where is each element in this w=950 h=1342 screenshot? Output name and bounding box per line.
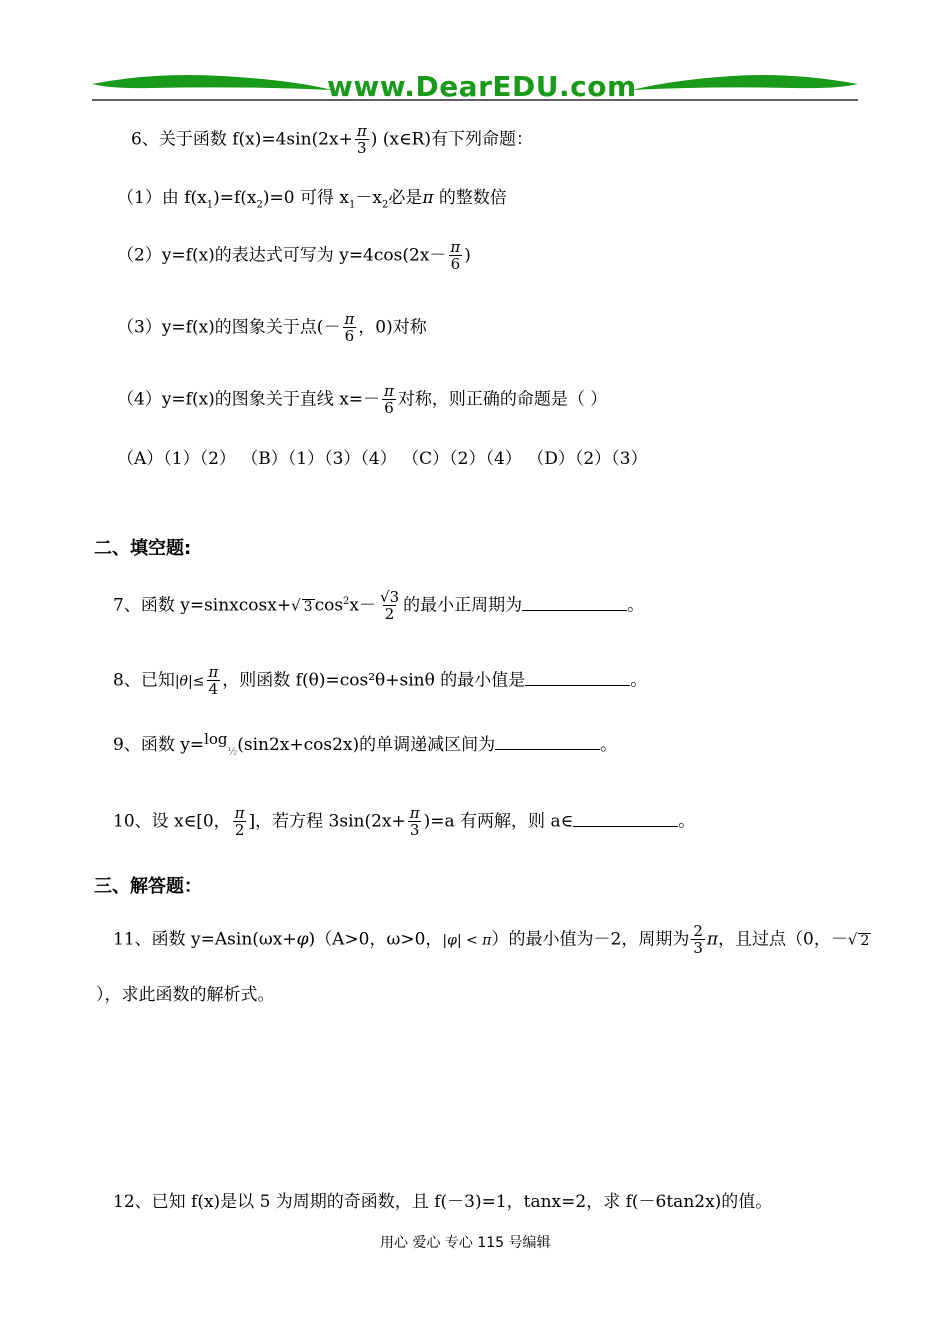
q9: 9、函数 $y=\log_{\frac{1}{2}}(\sin 2x+\cos 2x)$的单调递减区间为 。: [113, 730, 618, 758]
fraction: $\frac{\pi}{3}$: [409, 804, 420, 839]
q11: 11、函数 y=Asin(ωx+φ)（A>0，ω>0，|φ| < π）的最小值为－2，周期为 $\frac{2}{3}$ π，且过点（0，－√ 2: [113, 922, 870, 957]
q6-suffix: ) (x∈R)有下列命题：: [370, 129, 533, 150]
q7: 7、函数 y=sinxcosx+√ 3 $\cos^2x-$ $\frac{√3}{2}$ 的最小正周期为 。: [113, 588, 645, 623]
q6-proposition-4: （4）y=f(x)的图象关于直线 x=－ $\frac{\pi}{6}$ 对称，则正确的命题是（ ）: [117, 382, 608, 417]
answer-blank[interactable]: [525, 671, 630, 686]
q6-prefix: 6、关于函数 f(x)=4sin(2x+: [131, 129, 353, 150]
section-2-title: 二、填空题:: [94, 538, 192, 559]
q11-line2: ），求此函数的解析式。: [96, 985, 275, 1005]
fraction: $\frac{\pi}{6}$: [450, 238, 461, 273]
fraction: $\frac{√3}{2}$: [380, 588, 400, 623]
answer-blank[interactable]: [522, 596, 627, 611]
fraction: $\frac{2}{3}$: [693, 922, 703, 957]
fraction: $\frac{\pi}{6}$: [344, 310, 355, 345]
q6-title: [131, 124, 533, 156]
fraction: $\frac{\pi}{4}$: [208, 663, 219, 698]
q6-proposition-2: （2）y=f(x)的表达式可写为 y=4cos(2x－ $\frac{\pi}{6}$ ): [117, 238, 471, 273]
fraction: $\frac{\pi}{6}$: [384, 382, 394, 417]
answer-blank[interactable]: [573, 812, 678, 827]
header-banner: [92, 70, 858, 104]
q12: 12、已知 f(x)是以 5 为周期的奇函数，且 f(－3)=1，tanx=2，求 f(－6tan2x)的值。: [113, 1192, 773, 1212]
q10: 10、设 x∈[0， $\frac{\pi}{2}$ ]，若方程 3sin(2x+ $\frac{\pi}{3}$ )=a 有两解，则 a∈ 。: [113, 804, 696, 839]
sqrt-icon: √: [847, 930, 858, 949]
fraction: $\frac{\pi}{2}$: [234, 804, 245, 839]
site-logo-text: www.DearEDU.com: [327, 70, 637, 103]
fraction: $\frac{\pi}{3}$: [356, 122, 367, 157]
q6-proposition-1: （1）由 $f(x_1)=f(x_2)=0$ 可得 $x_1-x_2$必是π 的整数倍: [117, 188, 507, 211]
answer-blank[interactable]: [495, 735, 600, 750]
section-3-title: 三、解答题：: [94, 876, 202, 897]
sqrt-icon: √: [291, 596, 301, 615]
q6-options: （A）（1）（2） （B）（1）（3）（4） （C）（2）（4） （D）（2）（3）: [117, 449, 648, 469]
q8: 8、已知|θ|≤ $\frac{\pi}{4}$ ，则函数 f(θ)=cos²θ+sinθ 的最小值是 。: [113, 663, 648, 698]
page-footer: 用心 爱心 专心 115 号编辑: [380, 1235, 551, 1251]
q6-proposition-3: （3）y=f(x)的图象关于点(－ $\frac{\pi}{6}$ ，0)对称: [117, 310, 427, 345]
